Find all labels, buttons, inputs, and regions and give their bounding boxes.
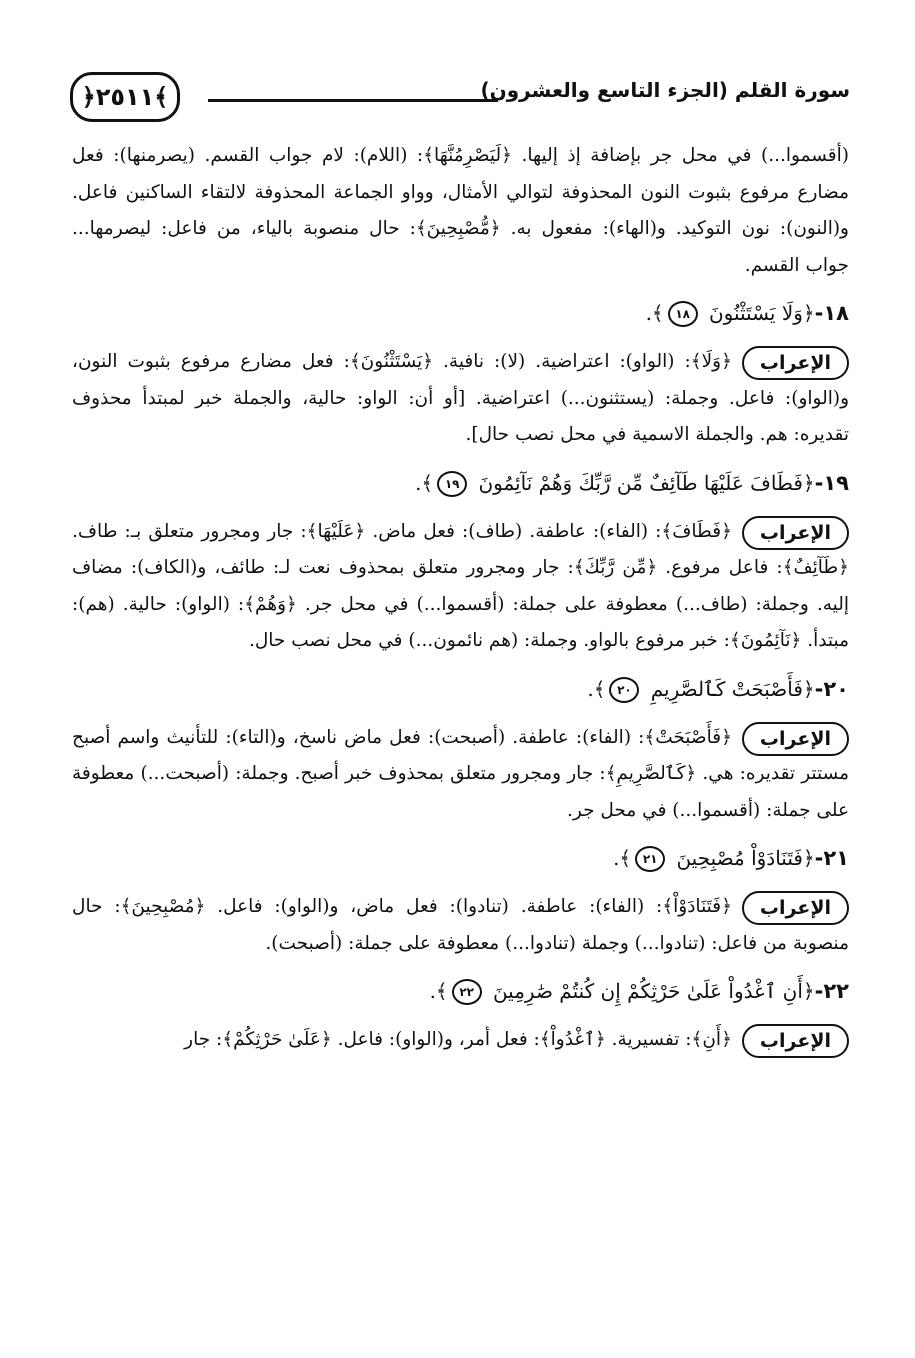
header-rule	[208, 99, 498, 102]
intro-paragraph: (أقسموا...) في محل جر بإضافة إذ إليها. ﴿لَيَصْرِمُنَّهَا﴾: (اللام): لام جواب القسم. (يصرمنها): فعل مضارع مرفوع بثبوت النون المحذوفة لتوالي الأمثال، وواو الجماعة المحذوفة لالتقاء الساكنين فاعل. و(النون): نون التوكيد. و(الهاء): مفعول به. ﴿مُّصْبِحِينَ﴾: حال منصوبة بالياء، من فاعل: ليصرمها... جواب القسم.	[72, 145, 849, 276]
verse-line	[72, 672, 849, 706]
ayah-number-mark: ١٨	[668, 301, 698, 327]
irab-label: الإعراب	[742, 722, 849, 756]
verse-line	[72, 296, 849, 330]
irab-block	[72, 514, 849, 660]
verse-text: ﴿فَطَافَ عَلَيْهَا طَآئِفٌ مِّن رَّبِّكَ وَهُمْ نَآئِمُونَ	[478, 470, 815, 495]
irab-label: الإعراب	[742, 1024, 849, 1058]
irab-text: ﴿أَنِ﴾: تفسيرية. ﴿ٱغْدُواْ﴾: فعل أمر، و(الواو): فاعل. ﴿عَلَىٰ حَرْثِكُمْ﴾: جار	[184, 1029, 732, 1050]
verse-number: ٢١-	[814, 846, 849, 870]
verse-line	[72, 466, 849, 500]
verse-end: ﴾.	[587, 676, 606, 701]
irab-block	[72, 720, 849, 830]
irab-label: الإعراب	[742, 346, 849, 380]
header-title: سورة القلم (الجزء التاسع والعشرون)	[480, 78, 850, 102]
page-header	[70, 68, 850, 124]
verse-text: ﴿فَتَنَادَوْاْ مُصْبِحِينَ	[676, 846, 815, 870]
verse-number: ١٨-	[814, 301, 849, 325]
ayah-number-mark: ٢٠	[609, 677, 639, 703]
irab-block	[72, 344, 849, 454]
verse-end: ﴾.	[613, 846, 632, 870]
verse-text: ﴿أَنِ ٱغْدُواْ عَلَىٰ حَرْثِكُمْ إِن كُنتُمْ صَٰرِمِينَ	[492, 979, 815, 1003]
irab-label: الإعراب	[742, 891, 849, 925]
ayah-number-mark: ٢١	[635, 846, 665, 872]
irab-text: ﴿وَلَا﴾: (الواو): اعتراضية. (لا): نافية. ﴿يَسْتَثْنُونَ﴾: فعل مضارع مرفوع بثبوت النون، و(الواو): فاعل. وجملة: (يستثنون...) اعتراضية. [أو أن: الواو: حالية، والجملة خبر لمبتدأ محذوف تقديره: هم. والجملة الاسمية في محل نصب حال].	[72, 351, 849, 445]
verse-number: ٢٢-	[814, 979, 849, 1003]
verse-number: ٢٠-	[814, 676, 849, 701]
irab-label: الإعراب	[742, 516, 849, 550]
verse-end: ﴾.	[645, 301, 664, 325]
page-body	[72, 138, 849, 1061]
irab-text: ﴿فَطَافَ﴾: (الفاء): عاطفة. (طاف): فعل ماض. ﴿عَلَيْهَا﴾: جار ومجرور متعلق بـ: طاف. ﴿طَآئِفٌ﴾: فاعل مرفوع. ﴿مِّن رَّبِّكَ﴾: جار ومجرور متعلق بمحذوف نعت لـ: طائف، و(الكاف): مضاف إليه. وجملة: (طاف...) معطوفة على جملة: (أقسموا...) في محل جر. ﴿وَهُمْ﴾: (الواو): حالية. (هم): مبتدأ. ﴿نَآئِمُونَ﴾: خبر مرفوع بالواو. وجملة: (هم نائمون...) في محل نصب حال.	[72, 520, 849, 651]
irab-block	[72, 1022, 849, 1059]
verse-text: ﴿وَلَا يَسْتَثْنُونَ	[708, 301, 815, 325]
verse-line	[72, 841, 849, 875]
irab-text: ﴿فَأَصْبَحَتْ﴾: (الفاء): عاطفة. (أصبحت): فعل ماض ناسخ، و(التاء): للتأنيث واسم أصبح مستتر تقديره: هي. ﴿كَٱلصَّرِيمِ﴾: جار ومجرور متعلق بمحذوف خبر أصبح. وجملة: (أصبحت...) معطوفة على جملة: (أقسموا...) في محل جر.	[72, 726, 849, 821]
verse-text: ﴿فَأَصْبَحَتْ كَٱلصَّرِيمِ	[650, 676, 815, 701]
verse-number: ١٩-	[814, 470, 849, 495]
page-number: ﴿٢٥١١﴾	[70, 72, 180, 122]
irab-text: ﴿فَتَنَادَوْاْ﴾: (الفاء): عاطفة. (تنادوا): فعل ماض، و(الواو): فاعل. ﴿مُصْبِحِينَ﴾: حال منصوبة من فاعل: (تنادوا...) وجملة (تنادوا...) معطوفة على جملة: (أصبحت).	[72, 896, 849, 954]
irab-block	[72, 889, 849, 962]
ayah-number-mark: ٢٢	[452, 979, 482, 1005]
verse-end: ﴾.	[415, 470, 434, 495]
verse-end: ﴾.	[429, 979, 448, 1003]
ayah-number-mark: ١٩	[437, 471, 467, 497]
verse-line	[72, 974, 849, 1008]
